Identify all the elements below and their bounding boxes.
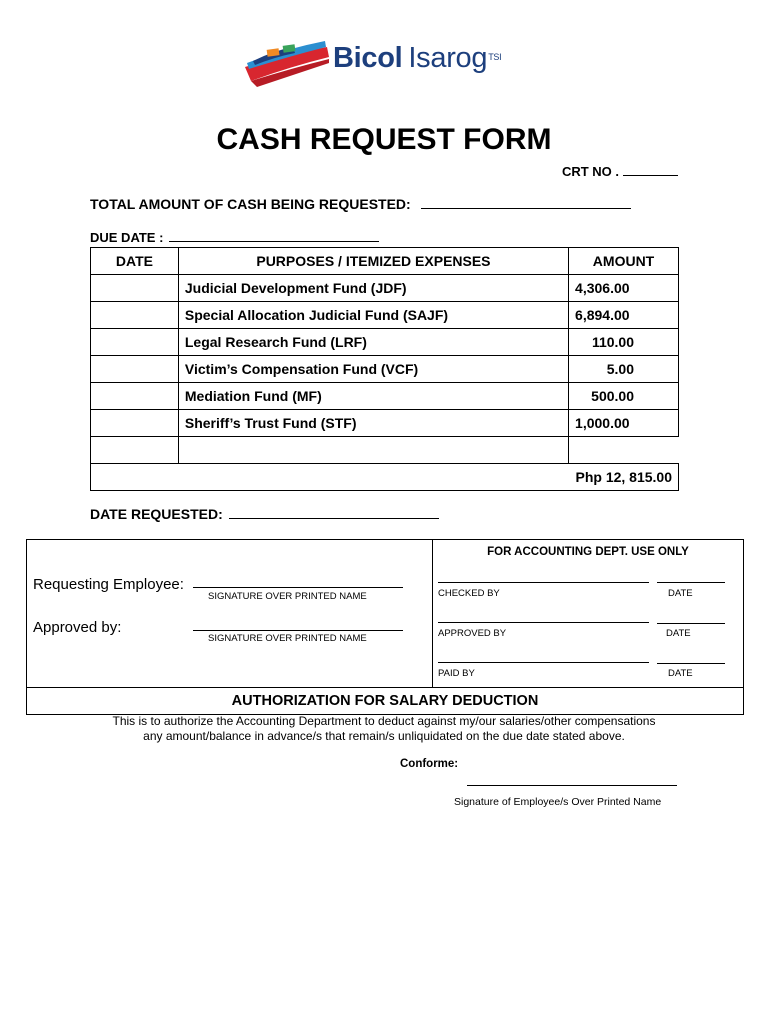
table-row — [91, 410, 679, 437]
logo-word-isarog: Isarog — [408, 42, 488, 74]
signature-box — [26, 539, 744, 715]
row-purpose: Sheriff’s Trust Fund (STF) — [178, 410, 568, 437]
row-amount: 500.00 — [569, 383, 679, 410]
crt-no-line — [623, 165, 678, 176]
row-amount: 110.00 — [569, 329, 679, 356]
date-requested-line — [229, 510, 439, 519]
row-date[interactable] — [91, 410, 179, 437]
table-row-blank — [91, 437, 679, 464]
row-purpose: Special Allocation Judicial Fund (SAJF) — [178, 302, 568, 329]
row-purpose: Mediation Fund (MF) — [178, 383, 568, 410]
total-amount-field[interactable] — [90, 196, 631, 212]
requesting-employee-label: Requesting Employee: — [33, 576, 184, 593]
conforme-caption: Signature of Employee/s Over Printed Name — [454, 796, 662, 808]
due-date-label: DUE DATE : — [90, 230, 164, 245]
checked-by-date-line[interactable] — [657, 582, 725, 583]
row-date[interactable] — [91, 329, 179, 356]
accounting-title: FOR ACCOUNTING DEPT. USE ONLY — [487, 546, 689, 558]
approved-by-acct-date-line[interactable] — [657, 623, 725, 624]
date-requested-label: DATE REQUESTED: — [90, 506, 223, 522]
row-purpose: Judicial Development Fund (JDF) — [178, 275, 568, 302]
approved-by-acct-label: APPROVED BY — [438, 628, 507, 639]
row-amount: 5.00 — [569, 356, 679, 383]
table-row — [91, 275, 679, 302]
table-row — [91, 383, 679, 410]
requesting-employee-caption: SIGNATURE OVER PRINTED NAME — [208, 591, 367, 602]
header-purposes: PURPOSES / ITEMIZED EXPENSES — [178, 248, 568, 275]
form-title: CASH REQUEST FORM — [216, 123, 552, 156]
header-amount: AMOUNT — [569, 248, 679, 275]
row-amount: 1,000.00 — [569, 410, 679, 437]
row-date[interactable] — [91, 356, 179, 383]
authorization-title: AUTHORIZATION FOR SALARY DEDUCTION — [231, 693, 539, 709]
row-amount: 4,306.00 — [569, 275, 679, 302]
row-date[interactable] — [91, 275, 179, 302]
authorization-line-1: This is to authorize the Accounting Department to deduct against my/our salaries/other compensations — [112, 714, 656, 728]
checked-by-label: CHECKED BY — [438, 588, 500, 599]
total-amount-line — [421, 200, 631, 209]
logo-word-bicol: Bicol — [333, 42, 403, 74]
paid-by-label: PAID BY — [438, 668, 475, 679]
paid-by-date-label: DATE — [668, 668, 693, 679]
row-purpose: Legal Research Fund (LRF) — [178, 329, 568, 356]
conforme-signature-line[interactable] — [467, 785, 677, 786]
date-requested-field[interactable] — [90, 506, 439, 522]
company-logo-mark — [243, 37, 331, 94]
crt-no-field[interactable] — [562, 164, 678, 179]
table-row — [91, 356, 679, 383]
total-amount-label: TOTAL AMOUNT OF CASH BEING REQUESTED: — [90, 196, 411, 212]
crt-no-label: CRT NO . — [561, 164, 619, 179]
checked-by-line[interactable] — [438, 582, 649, 583]
approved-by-acct-line[interactable] — [438, 622, 649, 623]
row-date[interactable] — [91, 302, 179, 329]
paid-by-line[interactable] — [438, 662, 649, 663]
paid-by-date-line[interactable] — [657, 663, 725, 664]
table-row — [91, 329, 679, 356]
row-purpose: Victim’s Compensation Fund (VCF) — [178, 356, 568, 383]
box-divider-horizontal — [27, 687, 743, 688]
table-total-row — [91, 464, 679, 491]
table-header-row — [91, 248, 679, 275]
requesting-employee-signature-line[interactable] — [193, 587, 403, 588]
authorization-text — [0, 714, 768, 744]
table-row — [91, 302, 679, 329]
approved-by-signature-line[interactable] — [193, 630, 403, 631]
row-amount: 6,894.00 — [569, 302, 679, 329]
logo-tsi: TSI — [488, 52, 502, 62]
row-purpose[interactable] — [178, 437, 568, 464]
row-date[interactable] — [91, 437, 179, 464]
conforme-label: Conforme: — [400, 758, 459, 770]
table-total: Php 12, 815.00 — [91, 464, 679, 491]
header-date: DATE — [91, 248, 179, 275]
authorization-line-2: any amount/balance in advance/s that remain/s unliquidated on the due date stated above. — [143, 729, 625, 743]
due-date-field[interactable] — [90, 230, 379, 245]
company-logo-wordmark — [333, 42, 501, 75]
approved-by-acct-date-label: DATE — [666, 628, 691, 639]
approved-by-caption: SIGNATURE OVER PRINTED NAME — [208, 633, 367, 644]
checked-by-date-label: DATE — [668, 588, 693, 599]
due-date-line — [169, 233, 379, 242]
expenses-table — [90, 247, 679, 491]
approved-by-label: Approved by: — [33, 619, 122, 636]
row-date[interactable] — [91, 383, 179, 410]
box-divider-vertical — [432, 540, 433, 688]
